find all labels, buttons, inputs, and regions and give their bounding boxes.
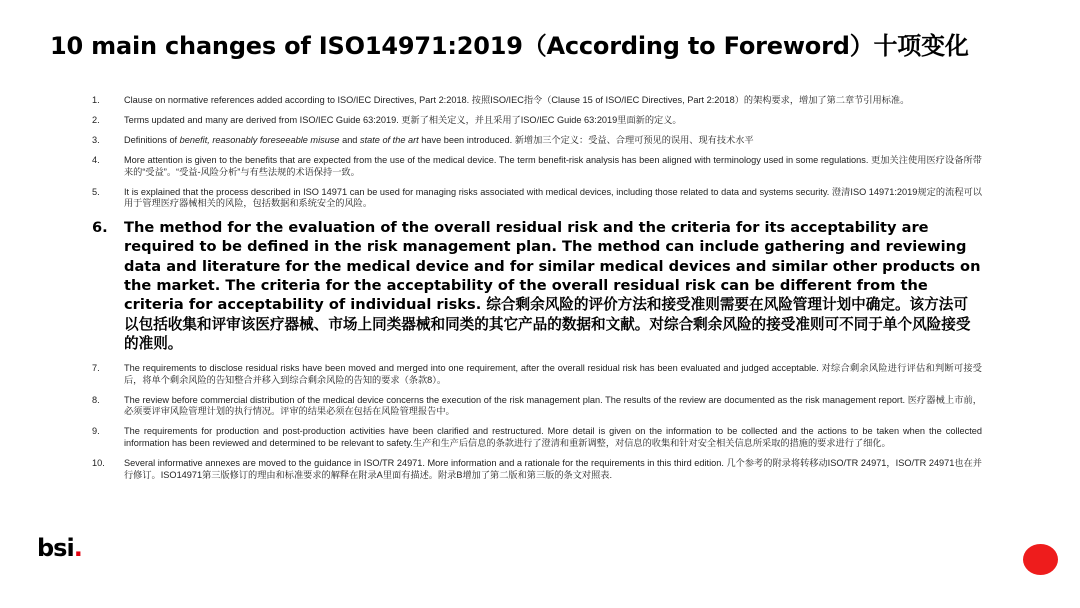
item-number: 9.	[92, 426, 100, 437]
item-text: The requirements to disclose residual risks have been moved and merged into one requirement, after the overall residual risk has been evaluated and judged acceptable. 对综合剩余风险进行评估和判断可接受后，将单个剩余风险的告知整合并移入到综合剩余风险的告知的要求（条款8）。	[124, 363, 982, 385]
list-item	[92, 458, 982, 481]
changes-list	[92, 95, 982, 490]
item-number: 5.	[92, 186, 100, 197]
item-number: 2.	[92, 114, 100, 125]
item-number: 8.	[92, 394, 100, 405]
item-number: 3.	[92, 134, 100, 145]
list-item	[92, 363, 982, 386]
item-text-part: have been introduced. 新增加三个定义：受益、合理可预见的误用、现有技术水平	[418, 134, 754, 145]
item-text: The method for the evaluation of the overall residual risk and the criteria for its acceptability are required to be defined in the risk management plan. The method can include gathering and reviewing data and literature for the medical device and for similar medical devices and similar other products on the market. The criteria for the acceptability of the overall residual risk can be different from the criteria for acceptability of individual risks. 综合剩余风险的评价方法和接受准则需要在风险管理计划中确定。该方法可以包括收集和评审该医疗器械、市场上同类器械和同类的其它产品的数据和文献。对综合剩余风险的接受准则可不同于单个风险接受的准则。	[124, 219, 981, 352]
item-text: The requirements for production and post-production activities have been clarified and restructured. More detail is given on the information to be collected and the actions to be taken when the collected information has been reviewed and determined to be relevant to safety.生产和生产后信息的条款进行了澄清和重新调整，对信息的收集和针对安全相关信息所采取的措施的要求进行了细化。	[124, 426, 982, 448]
item-text: Several informative annexes are moved to the guidance in ISO/TR 24971. More information and a rationale for the requirements in this third edition. 几个参考的附录将转移动ISO/TR 24971，ISO/TR 24971也在并行修订。ISO14971第三版修订的理由和标准要求的解释在附录A里面有描述。附录B增加了第二版和第三版的条文对照表.	[124, 457, 982, 480]
item-text: The review before commercial distribution of the medical device concerns the execution of the risk management plan. The results of the review are documented as the risk management report. 医疗器械上市前，必须要评审风险管理计划的执行情况。评审的结果必须在包括在风险管理报告中。	[124, 394, 982, 417]
logo-text: bsi	[37, 534, 74, 562]
list-item	[92, 155, 982, 178]
item-number: 6.	[92, 219, 108, 237]
item-number: 4.	[92, 154, 100, 165]
slide-title: 10 main changes of ISO14971:2019（According to Foreword）十项变化	[50, 32, 969, 60]
item-italic-term: benefit, reasonably foreseeable misuse	[179, 134, 340, 145]
item-text-part: and	[339, 134, 360, 145]
item-text: It is explained that the process described in ISO 14971 can be used for managing risks associated with medical devices, including those related to data and systems security. 澄清ISO 14971:2019规定的流程可以用于管理医疗器械相关的风险，包括数据和系统安全的风险。	[124, 186, 982, 209]
item-number: 1.	[92, 95, 100, 105]
list-item	[92, 115, 982, 127]
item-text: Terms updated and many are derived from ISO/IEC Guide 63:2019. 更新了相关定义，并且采用了ISO/IEC Guide 63:2019里面新的定义。	[124, 114, 682, 125]
red-circle-icon	[1023, 544, 1058, 575]
list-item	[92, 395, 982, 418]
list-item	[92, 135, 982, 147]
list-item	[92, 426, 982, 449]
logo-dot: .	[73, 534, 82, 562]
list-item-highlighted	[92, 218, 982, 353]
item-number: 10.	[92, 457, 105, 468]
item-italic-term: state of the art	[359, 134, 419, 145]
item-text	[124, 135, 982, 147]
list-item	[92, 95, 982, 107]
bsi-logo	[37, 534, 82, 562]
list-item	[92, 187, 982, 210]
item-text: More attention is given to the benefits that are expected from the use of the medical device. The term benefit-risk analysis has been aligned with terminology used in some regulations. 更加关注使用医疗设备所带来的“受益”。“受益-风险分析”与有些法规的术语保持一致。	[124, 154, 982, 177]
item-text-part: Definitions of	[124, 134, 180, 145]
item-text: Clause on normative references added according to ISO/IEC Directives, Part 2:2018. 按照ISO/IEC指令（Clause 15 of ISO/IEC Directives, Part 2:2018）的架构要求，增加了第二章节引用标准。	[124, 95, 910, 105]
item-number: 7.	[92, 363, 100, 374]
